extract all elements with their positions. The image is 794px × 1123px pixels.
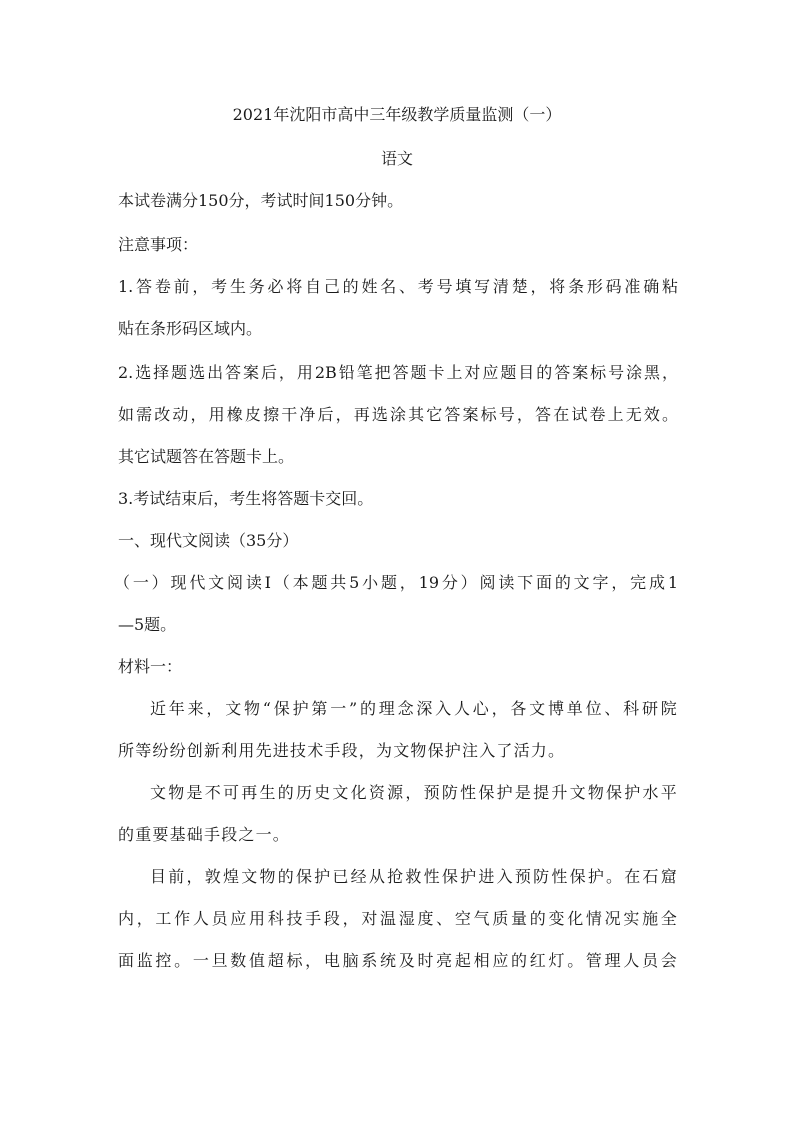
notice-1-line-2: 贴在条形码区域内。: [118, 319, 263, 338]
paragraph-1-line-2: 所等纷纷创新利用先进技术手段，为文物保护注入了活力。: [118, 741, 566, 760]
subsection-heading-line-2: —5题。: [118, 615, 177, 634]
paragraph-2-line-2: 的重要基础手段之一。: [118, 825, 291, 844]
material-label: 材料一：: [118, 657, 183, 676]
notice-1-line-1: 1.答卷前，考生务必将自己的姓名、考号填写清楚，将条形码准确粘: [118, 277, 678, 296]
paragraph-1-line-1: 近年来，文物“保护第一”的理念深入人心，各文博单位、科研院: [150, 699, 678, 718]
paragraph-3-line-3: 面监控。一旦数值超标，电脑系统及时亮起相应的红灯。管理人员会: [118, 951, 678, 970]
paragraph-3-line-1: 目前，敦煌文物的保护已经从抢救性保护进入预防性保护。在石窟: [150, 867, 678, 886]
paragraph-2-line-1: 文物是不可再生的历史文化资源，预防性保护是提升文物保护水平: [150, 783, 678, 802]
paragraph-3-line-2: 内，工作人员应用科技手段，对温湿度、空气质量的变化情况实施全: [118, 909, 678, 928]
subsection-heading-line-1: （一）现代文阅读Ⅰ（本题共5小题，19分）阅读下面的文字，完成1: [114, 573, 678, 592]
notice-heading: 注意事项：: [118, 235, 199, 254]
exam-title: 2021年沈阳市高中三年级教学质量监测（一）: [232, 105, 562, 124]
section-heading: 一、现代文阅读（35分）: [118, 531, 299, 550]
notice-3: 3.考试结束后，考生将答题卡交回。: [118, 489, 374, 508]
notice-2-line-2: 如需改动，用橡皮擦干净后，再选涂其它答案标号，答在试卷上无效。: [118, 405, 678, 424]
notice-2-line-1: 2.选择题选出答案后，用2B铅笔把答题卡上对应题目的答案标号涂黑，: [118, 363, 678, 382]
exam-info: 本试卷满分150分，考试时间150分钟。: [118, 191, 404, 210]
notice-2-line-3: 其它试题答在答题卡上。: [118, 447, 295, 466]
subject-title: 语文: [380, 149, 413, 168]
